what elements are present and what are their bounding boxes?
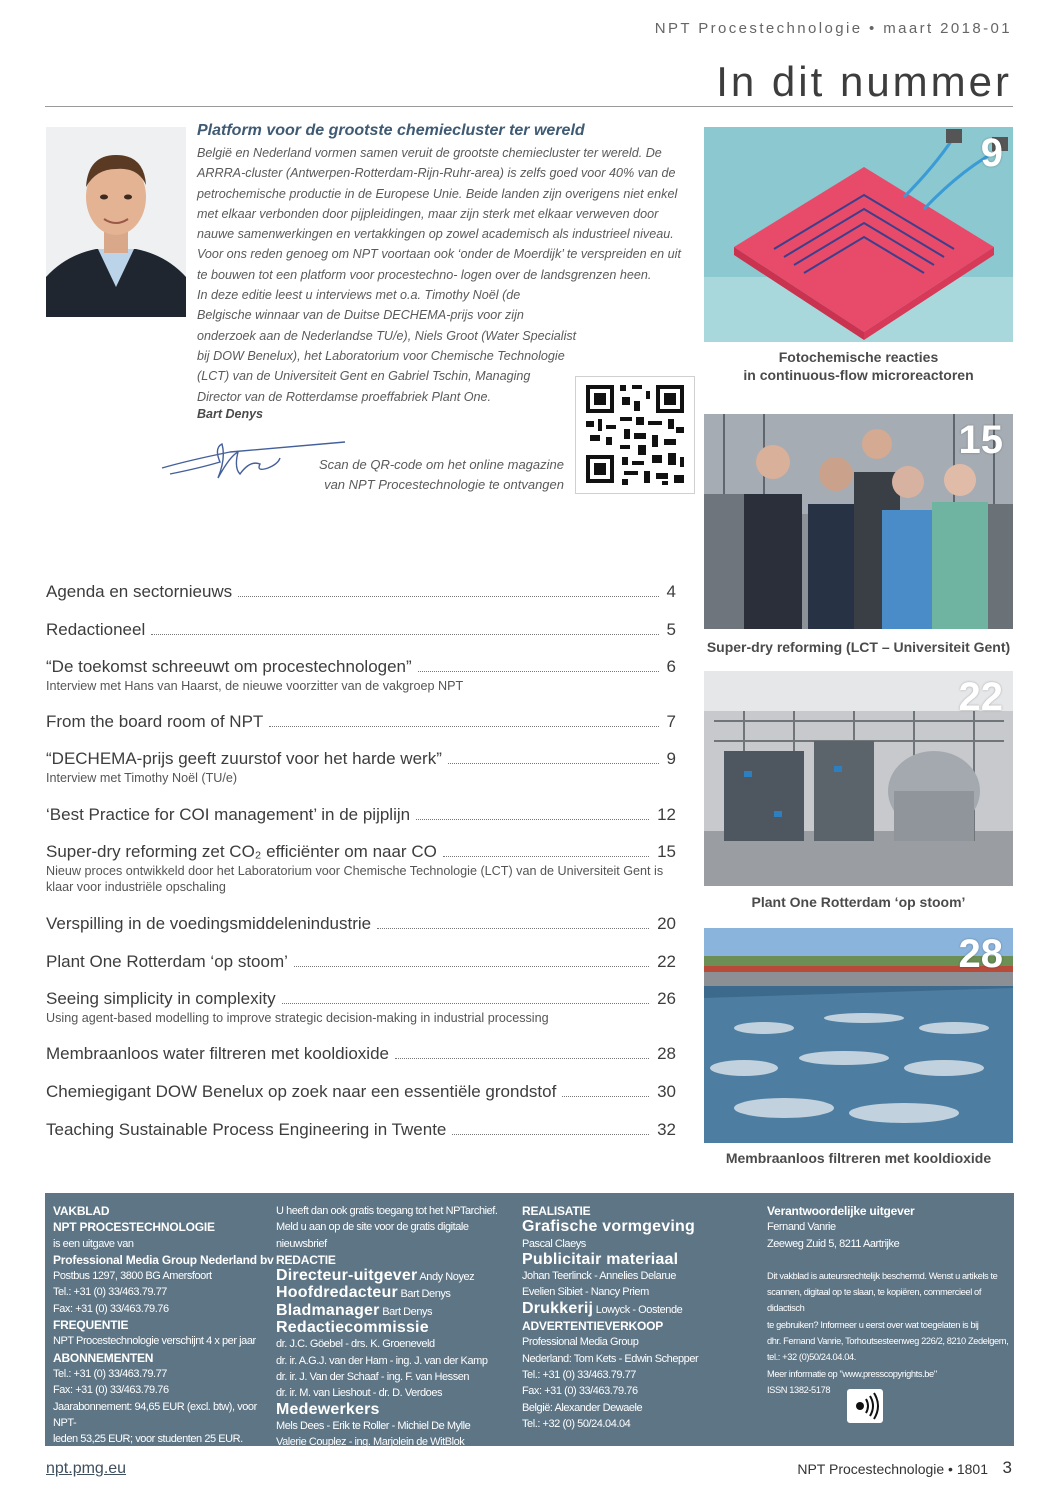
colophon-role: Medewerkers [276,1400,380,1418]
copyright-line: Meer informatie op "www.presscopyrights.be" [767,1368,937,1379]
colophon-line: Tel.: +31 (0) 33/463.79.77 [53,1286,167,1299]
colophon-role: Grafische vormgeving [522,1218,695,1236]
copyright-line: te gebruiken? Informeer u eerst over wat toegelaten is bij [767,1319,979,1330]
photo-caption [704,638,1013,656]
copyright-line: Dit vakblad is auteursrechtelijk beschermd. Wenst u artikels te [767,1270,998,1281]
colophon-line: Fax: +31 (0) 33/463.79.76 [53,1302,169,1315]
toc-entry[interactable] [46,620,676,640]
toc-page: 22 [657,952,676,971]
colophon-line: Fernand Vanrie [767,1221,836,1234]
toc-entry[interactable] [46,1120,676,1140]
toc-page: 32 [657,1120,676,1139]
colophon-line: Postbus 1297, 3800 BG Amersfoort [53,1270,212,1283]
colophon-line: leden 53,25 EUR; voor studenten 25 EUR. [53,1433,243,1446]
colophon-line: Andy Noyez [419,1271,475,1284]
toc-entry[interactable] [46,952,676,972]
toc-title: Plant One Rotterdam ‘op stoom’ [46,952,288,971]
colophon-line: Tel.: +31 (0) 33/463.79.77 [522,1368,636,1381]
colophon-line: is een uitgave van [53,1237,134,1250]
qr-instructions-line-2: van NPT Procestechnologie te ontvangen [324,477,564,492]
editor-portrait [46,127,186,317]
toc-entry[interactable] [46,805,676,825]
toc-title: Membraanloos water filtreren met kooldioxide [46,1044,389,1063]
photo-page-number: 15 [958,418,1003,462]
colophon-line: Bart Denys [400,1288,451,1301]
toc-title: Super-dry reforming zet CO₂ efficiënter om naar CO [46,842,437,861]
toc-entry[interactable] [46,914,676,934]
colophon-line: Mels Dees - Erik te Roller - Michiel De Mylle [276,1419,471,1432]
toc-page: 28 [657,1044,676,1063]
qr-instructions [296,455,564,495]
copyright-line: tel.: +32 (0)50/24.04.04. [767,1352,856,1363]
toc-page: 9 [666,749,676,768]
footer-issue: NPT Procestechnologie • 1801 [797,1461,988,1477]
colophon-line: Professional Media Group [522,1336,639,1349]
colophon-heading: REDACTIE [276,1252,336,1267]
colophon-line: Johan Teerlinck - Annelies Delarue [522,1270,676,1283]
toc-page: 15 [657,842,676,861]
photo-caption-line-1: Fotochemische reacties [778,349,939,365]
colophon-line: Evelien Sibiet - Nancy Priem [522,1286,649,1299]
editorial-heading: Platform voor de grootste chemiecluster ter wereld [197,122,585,139]
colophon-heading: NPT PROCESTECHNOLOGIE [53,1220,215,1235]
toc-entry[interactable] [46,657,676,694]
toc-title: From the board room of NPT [46,712,264,731]
editorial-paragraph-2: In deze editie leest u interviews met o.a. Timothy Noël (de Belgische winnaar van de Duitse DECHEMA-prijs voor zijn onderzoek aan de Nederlandse TU/e), Niels Groot (Water Specialist bij DOW Benelux), het Laboratorium voor Chemische Technologie (LCT) van de Universiteit Gent en Gabriel Tschin, Managing Director van de Rotterdamse proeffabriek Plant One. [197,288,577,404]
photo-caption-line-1: Membraanloos filtreren met kooldioxide [725,1150,992,1166]
colophon-line: Meld u aan op de site voor de gratis digitale nieuwsbrief [276,1221,469,1250]
colophon-heading: ADVERTENTIEVERKOOP [522,1319,664,1334]
colophon-line: Zeeweg Zuid 5, 8211 Aartrijke [767,1237,900,1250]
toc-page: 20 [657,914,676,933]
colophon-line: België: Alexander Dewaele [522,1401,643,1414]
toc-title: Redactioneel [46,620,146,639]
toc-page: 5 [666,620,676,639]
colophon-line: Fax: +31 (0) 33/463.79.76 [522,1385,638,1398]
toc-entry[interactable] [46,842,676,895]
photo-water-basin [704,928,1013,1143]
toc-title: Seeing simplicity in complexity [46,989,276,1008]
colophon-column-production [522,1203,758,1432]
colophon-role: Directeur-uitgever [276,1267,418,1285]
colophon-heading: VAKBLAD [53,1204,110,1218]
colophon [45,1193,1014,1449]
toc-page: 4 [666,582,676,601]
toc-subtitle: Interview met Hans van Haarst, de nieuwe voorzitter van de vakgroep NPT [46,679,464,693]
photo-caption [704,348,1013,384]
photo-plant-one [704,671,1013,886]
copyright-line: dhr. Fernand Vanrie, Torhoutsesteenweg 226/2, 8210 Zedelgem, [767,1336,1009,1347]
colophon-heading: REALISATIE [522,1204,591,1218]
colophon-line: Tel.: +32 (0) 50/24.04.04 [522,1417,631,1430]
photo-caption [704,1149,1013,1167]
toc-entry[interactable] [46,582,676,602]
photo-page-number: 28 [958,932,1003,976]
editorial-author: Bart Denys [197,406,263,421]
photo-page-number: 22 [958,675,1003,719]
photo-caption-line-1: Plant One Rotterdam ‘op stoom’ [751,894,966,910]
title-divider [45,106,1013,107]
colophon-line: dr. ir. J. Van der Schaaf - ing. F. van Hessen [276,1370,470,1383]
colophon-line: dr. J.C. Göebel - drs. K. Groeneveld [276,1338,435,1351]
photo-page-number: 9 [980,131,1003,175]
colophon-line: dr. ir. M. van Lieshout - dr. D. Verdoes [276,1387,443,1400]
photo-microreactor [704,127,1013,342]
editorial-paragraph-1: België en Nederland vormen samen veruit de grootste chemiecluster ter wereld. De ARRRA-cluster (Antwerpen-Rotterdam-Rijn-Ruhr-area) is zelfs goed voor 40% van de petrochemische productie in de Europese Unie. Beide landen zijn overigens niet enkel met elkaar verbonden door pijpleidingen, maar zijn sterk met elkaar verweven door nauwe samenwerkingen en vertakkingen op zowel academisch als industrieel niveau. Voor ons reden genoeg om NPT voortaan ook ‘onder de Moerdijk’ te verspreiden en uit te bouwen tot een platform voor procestechno- logen over de landsgrenzen heen. [197,146,681,282]
colophon-line: Tel.: +31 (0) 33/463.79.77 [53,1367,167,1380]
toc-title: “DECHEMA-prijs geeft zuurstof voor het harde werk” [46,749,442,768]
qr-instructions-line-1: Scan de QR-code om het online magazine [319,457,564,472]
photo-lab-team [704,414,1013,629]
toc-page: 30 [657,1082,676,1101]
colophon-role: Publicitair materiaal [522,1250,679,1268]
toc-title: ‘Best Practice for COI management’ in de pijplijn [46,805,411,824]
colophon-line: Bart Denys [382,1305,433,1318]
toc-subtitle: Interview met Timothy Noël (TU/e) [46,771,238,785]
colophon-line: Nederland: Tom Kets - Edwin Schepper [522,1352,699,1365]
colophon-line: U heeft dan ook gratis toegang tot het NPTarchief. [276,1205,498,1217]
colophon-heading: Verantwoordelijke uitgever [767,1204,915,1218]
toc-subtitle: Using agent-based modelling to improve strategic decision-making in industrial processing [46,1011,549,1025]
colophon-line: dr. ir. A.G.J. van der Ham - ing. J. van der Kamp [276,1354,488,1367]
qr-code[interactable] [575,376,695,494]
colophon-heading: FREQUENTIE [53,1318,129,1333]
toc-page: 12 [657,805,676,824]
toc-entry[interactable] [46,749,676,786]
colophon-line: Valerie Couplez - ing. Marjolein de WitBlok [276,1436,465,1449]
colophon-column-editorial [276,1203,512,1450]
colophon-line: Jaarabonnement: 94,65 EUR (excl. btw), voor NPT- [53,1400,257,1429]
toc-title: Teaching Sustainable Process Engineering in Twente [46,1120,447,1139]
toc-entry[interactable] [46,712,676,732]
toc-entry[interactable] [46,989,676,1026]
colophon-column-publisher [53,1203,275,1447]
photo-caption [704,893,1013,911]
colophon-role: Hoofdredacteur [276,1284,398,1302]
page-number: 3 [1002,1458,1012,1477]
colophon-role: Drukkerij [522,1299,594,1317]
colophon-line: NPT Procestechnologie verschijnt 4 x per jaar [53,1335,256,1348]
colophon-line: Lowyck - Oostende [595,1303,683,1316]
toc-title: Chemiegigant DOW Benelux op zoek naar een essentiële grondstof [46,1082,557,1101]
toc-page: 7 [666,712,676,731]
colophon-heading: Professional Media Group Nederland bv [53,1252,274,1267]
toc-entry[interactable] [46,1082,676,1102]
colophon-line: Pascal Claeys [522,1237,586,1250]
nfc-icon [847,1389,883,1423]
page-title: In dit nummer [716,58,1012,105]
photo-caption-line-1: Super-dry reforming (LCT – Universiteit Gent) [706,639,1011,655]
toc-title: Agenda en sectornieuws [46,582,233,601]
toc-page: 26 [657,989,676,1008]
toc-title: Verspilling in de voedingsmiddelenindustrie [46,914,372,933]
toc-page: 6 [666,657,676,676]
colophon-role: Redactiecommissie [276,1319,429,1337]
toc-subtitle: Nieuw proces ontwikkeld door het Laboratorium voor Chemische Technologie (LCT) van de Universiteit Gent is klaar voor industriële opschaling [46,864,664,894]
colophon-role: Bladmanager [276,1301,380,1319]
toc-title: “De toekomst schreeuwt om procestechnologen” [46,657,412,676]
copyright-line: scannen, digitaal op te slaan, te kopiëren, commercieel of didactisch [767,1287,982,1314]
issn-line: ISSN 1382-5178 [767,1384,831,1395]
photo-caption-line-2: in continuous-flow microreactoren [743,367,974,383]
colophon-heading: ABONNEMENTEN [53,1350,154,1365]
website-link[interactable]: npt.pmg.eu [46,1460,127,1477]
colophon-column-responsible [767,1203,1011,1398]
toc-entry[interactable] [46,1044,676,1064]
colophon-line: Fax: +31 (0) 33/463.79.76 [53,1384,169,1397]
issue-topline: NPT Procestechnologie • maart 2018-01 [654,20,1012,37]
